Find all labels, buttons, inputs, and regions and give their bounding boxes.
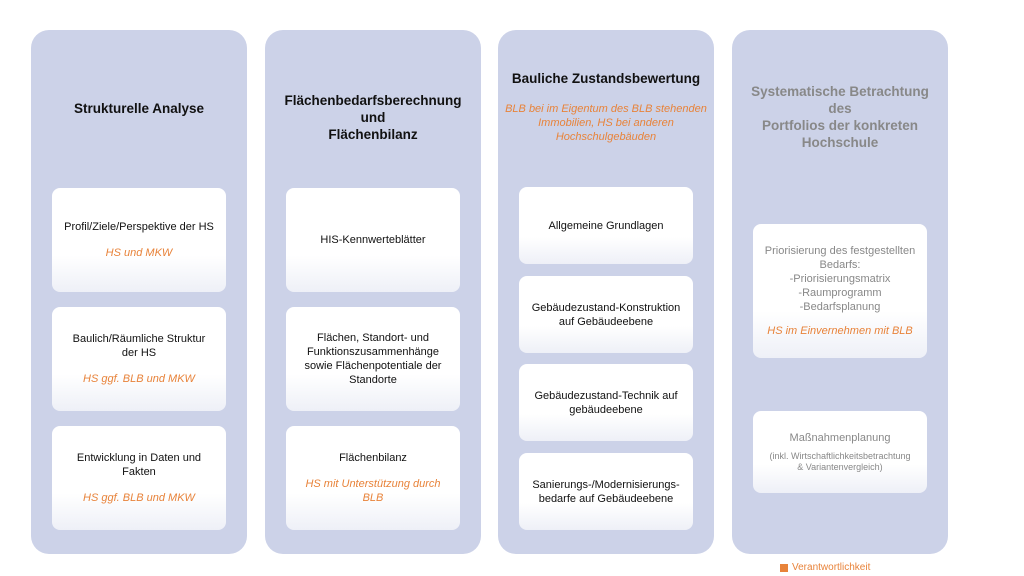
- card-text: Sanierungs-/Modernisierungs- bedarfe auf Gebäudeebene: [532, 478, 680, 505]
- column-title: Strukturelle Analyse: [73, 101, 205, 116]
- card-text: Gebäudezustand-Technik auf gebäudeebene: [534, 389, 678, 416]
- column-bauliche-zustandsbewertung: [498, 30, 714, 554]
- card-text: Entwicklung in Daten und Fakten: [76, 452, 202, 478]
- legend-swatch: [780, 564, 788, 572]
- card-text: Allgemeine Grundlagen: [548, 219, 664, 232]
- card-entwicklung: [52, 426, 226, 530]
- card-his-kennwerte: [286, 188, 460, 292]
- card-responsibility: HS mit Unterstützung durch BLB: [305, 478, 441, 504]
- card-responsibility: HS und MKW: [105, 247, 173, 259]
- card-flaechenbilanz: [286, 426, 460, 530]
- card-technik: [519, 364, 693, 441]
- card-text: HIS-Kennwerteblätter: [320, 234, 426, 246]
- card-responsibility: HS im Einvernehmen mit BLB: [767, 325, 913, 337]
- card-text: Maßnahmenplanung: [789, 432, 891, 444]
- card-text: Priorisierung des festgestellten Bedarfs: -Priorisierungsmatrix -Raumprogramm -Bedarfsplanung: [764, 245, 916, 313]
- card-responsibility: HS ggf. BLB und MKW: [83, 492, 195, 504]
- card-text: Profil/Ziele/Perspektive der HS: [64, 221, 214, 233]
- card-baulich: [52, 307, 226, 411]
- column-title: Systematische Betrachtung des Portfolios der konkreten Hochschule: [751, 84, 929, 150]
- card-massnahmenplanung: [753, 411, 927, 493]
- column-flaechenbedarf: [265, 30, 481, 554]
- card-text: Gebäudezustand-Konstruktion auf Gebäudeebene: [531, 301, 681, 328]
- column-systematische-betrachtung: [732, 30, 948, 554]
- card-sanierung: [519, 453, 693, 530]
- column-title: Bauliche Zustandsbewertung: [511, 71, 701, 86]
- column-responsibility: BLB bei im Eigentum des BLB stehenden Immobilien, HS bei anderen Hochschulgebäuden: [505, 103, 707, 143]
- legend-label: Verantwortlichkeit: [792, 562, 871, 573]
- card-allgemeine-grundlagen: [519, 187, 693, 264]
- card-text: Baulich/Räumliche Struktur der HS: [72, 333, 206, 359]
- column-title: Flächenbedarfsberechnung und Flächenbilanz: [284, 93, 462, 142]
- card-konstruktion: [519, 276, 693, 353]
- card-priorisierung: [753, 224, 927, 358]
- card-text: Flächen, Standort- und Funktionszusammenhänge sowie Flächenpotentiale der Standorte: [304, 332, 442, 386]
- legend: [780, 562, 870, 573]
- card-text: Flächenbilanz: [339, 452, 407, 464]
- card-responsibility: HS ggf. BLB und MKW: [83, 373, 195, 385]
- column-strukturelle-analyse: [31, 30, 247, 554]
- card-detail: (inkl. Wirtschaftlichkeitsbetrachtung & Variantenvergleich): [769, 451, 911, 472]
- card-flaechen-standorte: [286, 307, 460, 411]
- card-profil: [52, 188, 226, 292]
